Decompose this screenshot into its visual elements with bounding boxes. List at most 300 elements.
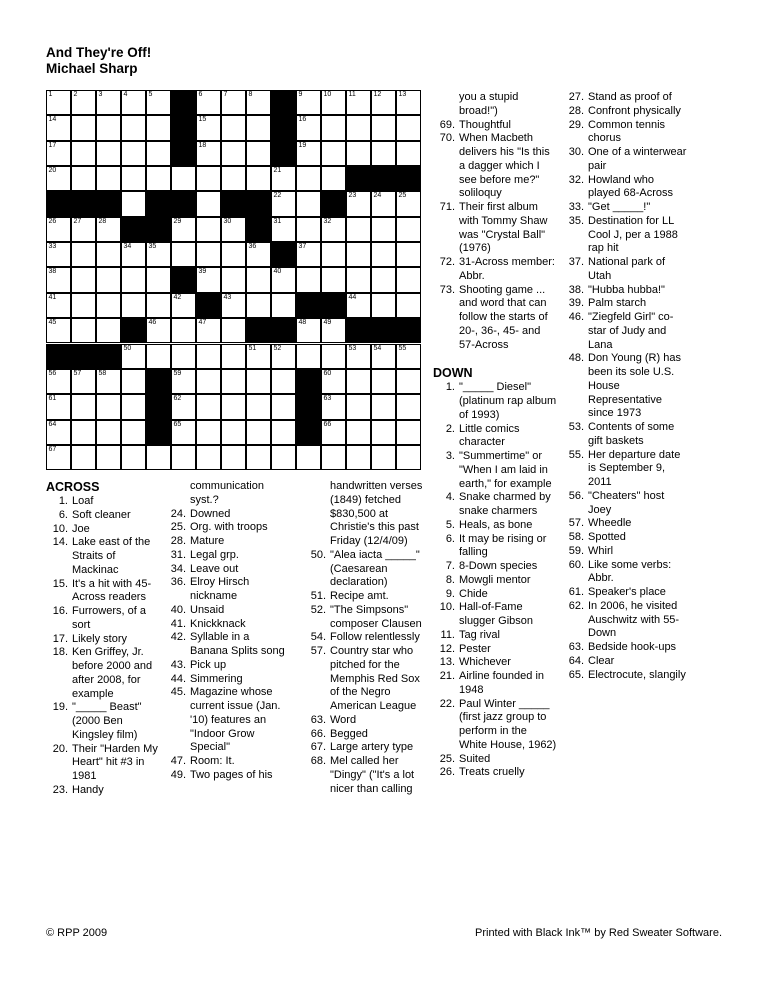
- clue-item: [433, 560, 558, 574]
- clue-text: When Macbeth delivers his "Is this a dagger which I see before me?" soliloquy: [459, 132, 550, 200]
- grid-cell: [246, 394, 271, 419]
- clue-text: Howland who played 68-Across: [588, 173, 673, 200]
- clue-text: Pick up: [190, 658, 227, 671]
- cell-number: 47: [198, 319, 207, 327]
- clue-item: [562, 517, 687, 531]
- clue-item: [562, 311, 687, 352]
- clue-item: [433, 132, 558, 201]
- cell-number: 40: [273, 268, 282, 276]
- clue-text: Electrocute, slangily: [588, 668, 686, 681]
- clue-number: 47.: [170, 755, 186, 767]
- cell-number: 15: [198, 116, 207, 124]
- clue-text: National park of Utah: [588, 256, 666, 282]
- grid-cell: [396, 191, 421, 216]
- clue-item: [304, 645, 430, 714]
- printed-with: Printed with Black Ink™ by Red Sweater Software.: [475, 927, 722, 939]
- grid-cell: [71, 394, 96, 419]
- grid-cell: [146, 115, 171, 140]
- grid-cell: [371, 445, 396, 470]
- grid-cell: [246, 344, 271, 369]
- clue-text: Tag rival: [459, 628, 500, 641]
- grid-cell: [271, 445, 296, 470]
- grid-cell: [46, 394, 71, 419]
- clue-number: 27.: [568, 91, 584, 103]
- down-heading: DOWN: [433, 366, 473, 381]
- clue-item: [46, 784, 161, 798]
- cell-number: 5: [148, 91, 153, 98]
- grid-cell: [46, 115, 71, 140]
- black-square: [71, 191, 96, 216]
- black-square: [71, 344, 96, 369]
- clue-item: [304, 714, 430, 728]
- clue-item: [304, 631, 430, 645]
- clue-text: 8-Down species: [459, 560, 538, 572]
- grid-cell: [396, 344, 421, 369]
- cell-number: 49: [323, 319, 332, 327]
- clue-item: [164, 549, 289, 563]
- cell-number: 30: [223, 217, 232, 225]
- grid-cell: [46, 166, 71, 191]
- clue-number: 73.: [439, 283, 455, 296]
- clue-item: [562, 201, 687, 215]
- clue-number: 9.: [445, 587, 455, 600]
- black-square: [271, 90, 296, 115]
- grid-cell: [221, 90, 246, 115]
- black-square: [271, 318, 296, 343]
- clue-number: 71.: [439, 201, 455, 213]
- clue-number: [433, 91, 455, 119]
- clue-number: 34.: [170, 562, 186, 575]
- clue-text: Legal grp.: [190, 548, 239, 561]
- clue-item: [433, 256, 558, 284]
- black-square: [271, 141, 296, 166]
- clue-number: 72.: [439, 256, 455, 268]
- grid-cell: [121, 267, 146, 292]
- clue-text: Knickknack: [190, 617, 246, 630]
- cell-number: 19: [298, 141, 307, 149]
- grid-cell: [171, 369, 196, 394]
- grid-cell: [246, 420, 271, 445]
- black-square: [146, 191, 171, 216]
- grid-cell: [96, 141, 121, 166]
- grid-cell: [96, 369, 121, 394]
- grid-cell: [71, 445, 96, 470]
- clue-number: 29.: [568, 118, 584, 131]
- grid-cell: [96, 166, 121, 191]
- grid-cell: [96, 90, 121, 115]
- clue-item: [562, 256, 687, 284]
- clue-item: [304, 590, 430, 604]
- clue-number: [304, 480, 326, 549]
- grid-cell: [221, 141, 246, 166]
- clue-item: [562, 284, 687, 298]
- grid-cell: [121, 242, 146, 267]
- clue-number: 60.: [568, 558, 584, 571]
- black-square: [221, 191, 246, 216]
- clue-item: [304, 604, 430, 632]
- grid-cell: [196, 242, 221, 267]
- clue-number: 69.: [439, 118, 455, 131]
- clue-number: 30.: [568, 146, 584, 158]
- grid-cell: [146, 90, 171, 115]
- clue-text: "_____ Diesel" (platinum rap album of 1993): [459, 381, 557, 421]
- grid-cell: [396, 267, 421, 292]
- clue-number: 31.: [170, 548, 186, 561]
- black-square: [396, 166, 421, 191]
- clue-item: [562, 490, 687, 518]
- black-square: [246, 217, 271, 242]
- cell-number: 28: [98, 217, 107, 225]
- across-column-3: [304, 480, 430, 796]
- clue-text: Their "Harden My Heart" hit #3 in 1981: [72, 742, 158, 782]
- grid-cell: [271, 217, 296, 242]
- grid-cell: [46, 293, 71, 318]
- clue-number: 41.: [170, 617, 186, 630]
- grid-cell: [46, 217, 71, 242]
- clue-text: "The Simpsons" composer Clausen: [330, 603, 422, 630]
- clue-text: Joe: [72, 522, 90, 535]
- clue-number: 16.: [52, 605, 68, 617]
- clue-number: 44.: [170, 672, 186, 685]
- clue-text: "Cheaters" host Joey: [588, 489, 665, 516]
- grid-cell: [371, 141, 396, 166]
- grid-cell: [371, 217, 396, 242]
- clue-number: 42.: [170, 631, 186, 644]
- clue-item: [562, 352, 687, 421]
- grid-cell: [71, 217, 96, 242]
- grid-cell: [321, 394, 346, 419]
- clue-number: 39.: [568, 297, 584, 310]
- clue-text: Common tennis chorus: [588, 118, 666, 145]
- grid-cell: [246, 445, 271, 470]
- clue-number: 59.: [568, 544, 584, 557]
- clue-text: Confront physically: [588, 104, 681, 117]
- cell-number: 39: [198, 268, 207, 276]
- clue-item: [164, 576, 289, 604]
- grid-cell: [346, 293, 371, 318]
- grid-cell: [221, 166, 246, 191]
- grid-cell: [296, 445, 321, 470]
- grid-cell: [46, 369, 71, 394]
- clue-item: [46, 646, 161, 701]
- black-square: [246, 191, 271, 216]
- grid-cell: [46, 445, 71, 470]
- clue-number: 6.: [445, 532, 455, 545]
- grid-cell: [321, 420, 346, 445]
- cell-number: 8: [248, 91, 253, 98]
- grid-cell: [146, 293, 171, 318]
- clue-item: [562, 641, 687, 655]
- grid-cell: [396, 90, 421, 115]
- grid-cell: [246, 293, 271, 318]
- grid-cell: [371, 191, 396, 216]
- clue-item: [562, 600, 687, 641]
- clue-item: [433, 643, 558, 657]
- cell-number: 62: [173, 395, 182, 403]
- clue-number: 35.: [568, 214, 584, 227]
- grid-cell: [396, 293, 421, 318]
- grid-cell: [346, 90, 371, 115]
- clue-text: "Alea iacta _____" (Caesarean declaration): [330, 548, 420, 589]
- black-square: [146, 369, 171, 394]
- grid-cell: [346, 242, 371, 267]
- clue-item: [164, 563, 289, 577]
- clue-text: Org. with troops: [190, 521, 268, 534]
- clue-text: Downed: [190, 507, 231, 520]
- clue-number: 21.: [439, 670, 455, 682]
- clue-text: "Summertime" or "When I am laid in earth," for example: [459, 450, 552, 490]
- clue-number: 51.: [310, 590, 326, 602]
- clue-number: 1.: [445, 381, 455, 394]
- cell-number: 23: [348, 192, 357, 200]
- grid-cell: [171, 394, 196, 419]
- grid-cell: [321, 217, 346, 242]
- cell-number: 59: [173, 369, 182, 377]
- cell-number: 64: [48, 420, 57, 428]
- cell-number: 27: [73, 217, 82, 225]
- clue-item: [562, 669, 687, 683]
- clue-item: [562, 531, 687, 545]
- clue-item: [433, 670, 558, 698]
- clue-text: Destination for LL Cool J, per a 1988 rap hit: [588, 214, 678, 255]
- black-square: [171, 90, 196, 115]
- clue-number: 57.: [310, 645, 326, 657]
- across-heading: ACROSS: [46, 480, 100, 494]
- grid-cell: [296, 318, 321, 343]
- grid-cell: [296, 217, 321, 242]
- clue-number: 19.: [52, 701, 68, 714]
- grid-cell: [371, 420, 396, 445]
- clue-number: 63.: [568, 641, 584, 653]
- grid-cell: [46, 420, 71, 445]
- clue-item: [433, 601, 558, 629]
- cell-number: 63: [323, 395, 332, 403]
- grid-cell: [46, 90, 71, 115]
- clue-number: 12.: [439, 642, 455, 655]
- grid-cell: [296, 267, 321, 292]
- clue-text: Follow relentlessly: [330, 631, 420, 644]
- clue-number: 48.: [568, 352, 584, 365]
- grid-cell: [196, 394, 221, 419]
- grid-cell: [121, 293, 146, 318]
- grid-cell: [171, 217, 196, 242]
- cell-number: 36: [248, 243, 257, 251]
- clue-text: Begged: [330, 727, 368, 740]
- clue-item: [433, 491, 558, 519]
- grid-cell: [46, 318, 71, 343]
- grid-cell: [396, 394, 421, 419]
- clue-text: Likely story: [72, 632, 128, 645]
- grid-cell: [96, 217, 121, 242]
- clue-text: Shooting game ... and word that can follow the starts of 20-, 36-, 45- and 57-Across: [459, 283, 548, 351]
- clue-text: Furrowers, of a sort: [72, 605, 146, 631]
- black-square: [121, 217, 146, 242]
- clue-text: Suited: [459, 752, 491, 765]
- grid-cell: [371, 267, 396, 292]
- cell-number: 26: [48, 217, 57, 225]
- black-square: [271, 115, 296, 140]
- clue-number: 58.: [568, 531, 584, 543]
- grid-cell: [271, 420, 296, 445]
- clue-item: [304, 549, 430, 590]
- black-square: [46, 191, 71, 216]
- grid-cell: [371, 344, 396, 369]
- grid-cell: [346, 191, 371, 216]
- grid-cell: [196, 369, 221, 394]
- clue-number: [164, 480, 186, 508]
- grid-cell: [71, 369, 96, 394]
- clue-number: 20.: [52, 742, 68, 755]
- clue-text: Simmering: [190, 672, 243, 685]
- cell-number: 38: [48, 268, 57, 276]
- grid-cell: [171, 318, 196, 343]
- clue-item: [562, 146, 687, 174]
- grid-cell: [321, 141, 346, 166]
- clue-number: 40.: [170, 603, 186, 616]
- clue-item: [304, 728, 430, 742]
- cell-number: 25: [398, 192, 407, 200]
- clue-text: Treats cruelly: [459, 766, 525, 779]
- grid-cell: [321, 242, 346, 267]
- clue-number: 65.: [568, 668, 584, 681]
- grid-cell: [221, 445, 246, 470]
- clue-number: 17.: [52, 632, 68, 645]
- clue-item: [46, 633, 161, 647]
- clue-text: Mature: [190, 535, 225, 547]
- cell-number: 43: [223, 293, 232, 301]
- grid-cell: [346, 369, 371, 394]
- cell-number: 17: [48, 141, 57, 149]
- clue-item: [433, 629, 558, 643]
- grid-cell: [396, 217, 421, 242]
- cell-number: 58: [98, 369, 107, 377]
- grid-cell: [346, 141, 371, 166]
- clue-text: Clear: [588, 654, 615, 667]
- clue-item: [562, 559, 687, 587]
- clue-text: Country star who pitched for the Memphis Red Sox of the Negro American League: [330, 645, 420, 712]
- black-square: [371, 166, 396, 191]
- clue-text: Room: It.: [190, 755, 235, 767]
- grid-cell: [196, 90, 221, 115]
- grid-cell: [271, 267, 296, 292]
- clue-number: 25.: [170, 521, 186, 534]
- clue-text: One of a winterwear pair: [588, 146, 687, 172]
- cell-number: 34: [123, 243, 132, 251]
- cell-number: 67: [48, 445, 57, 453]
- clue-text: Heals, as bone: [459, 518, 533, 531]
- clue-number: 53.: [568, 421, 584, 433]
- grid-cell: [96, 267, 121, 292]
- clue-item: [562, 91, 687, 105]
- clue-number: 22.: [439, 697, 455, 710]
- clue-item: [164, 618, 289, 632]
- clue-text: Loaf: [72, 495, 94, 507]
- grid-cell: [246, 90, 271, 115]
- clue-number: 15.: [52, 577, 68, 590]
- clue-text: Handy: [72, 783, 104, 796]
- black-square: [96, 191, 121, 216]
- grid-cell: [46, 242, 71, 267]
- clue-number: 50.: [310, 548, 326, 561]
- clue-number: 7.: [445, 560, 455, 572]
- clue-item: [164, 686, 289, 755]
- grid-cell: [271, 166, 296, 191]
- clue-text: Paul Winter _____ (first jazz group to perform in the White House, 1962): [459, 697, 557, 751]
- grid-cell: [371, 90, 396, 115]
- clue-number: 45.: [170, 686, 186, 699]
- puzzle-title: And They're Off!: [46, 45, 152, 60]
- clue-number: 28.: [568, 104, 584, 117]
- black-square: [121, 318, 146, 343]
- grid-cell: [71, 166, 96, 191]
- clue-item: [46, 536, 161, 577]
- black-square: [271, 242, 296, 267]
- clue-number: 13.: [439, 656, 455, 669]
- black-square: [321, 293, 346, 318]
- grid-cell: [321, 267, 346, 292]
- cell-number: 60: [323, 369, 332, 377]
- clue-number: 49.: [170, 768, 186, 781]
- grid-cell: [271, 293, 296, 318]
- clue-text: you a stupid broad!"): [459, 91, 519, 117]
- clue-text: Whichever: [459, 656, 511, 669]
- grid-cell: [346, 115, 371, 140]
- grid-cell: [171, 420, 196, 445]
- grid-cell: [346, 394, 371, 419]
- clue-number: 14.: [52, 536, 68, 549]
- clue-number: 61.: [568, 586, 584, 598]
- grid-cell: [196, 267, 221, 292]
- cell-number: 44: [348, 293, 357, 301]
- grid-cell: [246, 242, 271, 267]
- grid-cell: [221, 420, 246, 445]
- grid-cell: [121, 394, 146, 419]
- clue-item: [46, 523, 161, 537]
- clue-item: [562, 655, 687, 669]
- clue-text: Two pages of his: [190, 768, 273, 781]
- clue-number: 43.: [170, 658, 186, 671]
- clue-item: [562, 174, 687, 202]
- grid-cell: [246, 115, 271, 140]
- clue-number: 11.: [440, 628, 455, 641]
- grid-cell: [321, 344, 346, 369]
- grid-cell: [296, 242, 321, 267]
- clue-text: Mowgli mentor: [459, 573, 531, 586]
- clue-item: [433, 574, 558, 588]
- clue-item: [433, 284, 558, 353]
- cell-number: 1: [48, 91, 53, 98]
- grid-cell: [221, 115, 246, 140]
- black-square: [146, 394, 171, 419]
- grid-cell: [246, 141, 271, 166]
- cell-number: 11: [348, 91, 356, 98]
- cell-number: 37: [298, 243, 307, 251]
- cell-number: 20: [48, 167, 57, 175]
- clue-text: handwritten verses (1849) fetched $830,500 at Christie's this past Friday (12/4/09): [330, 480, 423, 547]
- grid-cell: [221, 369, 246, 394]
- clue-item: [46, 509, 161, 523]
- grid-cell: [121, 344, 146, 369]
- clue-text: Recipe amt.: [330, 590, 389, 602]
- black-square: [346, 318, 371, 343]
- grid-cell: [96, 318, 121, 343]
- clue-text: Large artery type: [330, 741, 414, 754]
- grid-cell: [396, 369, 421, 394]
- clue-text: Snake charmed by snake charmers: [459, 491, 551, 517]
- grid-cell: [346, 344, 371, 369]
- grid-cell: [71, 318, 96, 343]
- clue-item: [433, 450, 558, 491]
